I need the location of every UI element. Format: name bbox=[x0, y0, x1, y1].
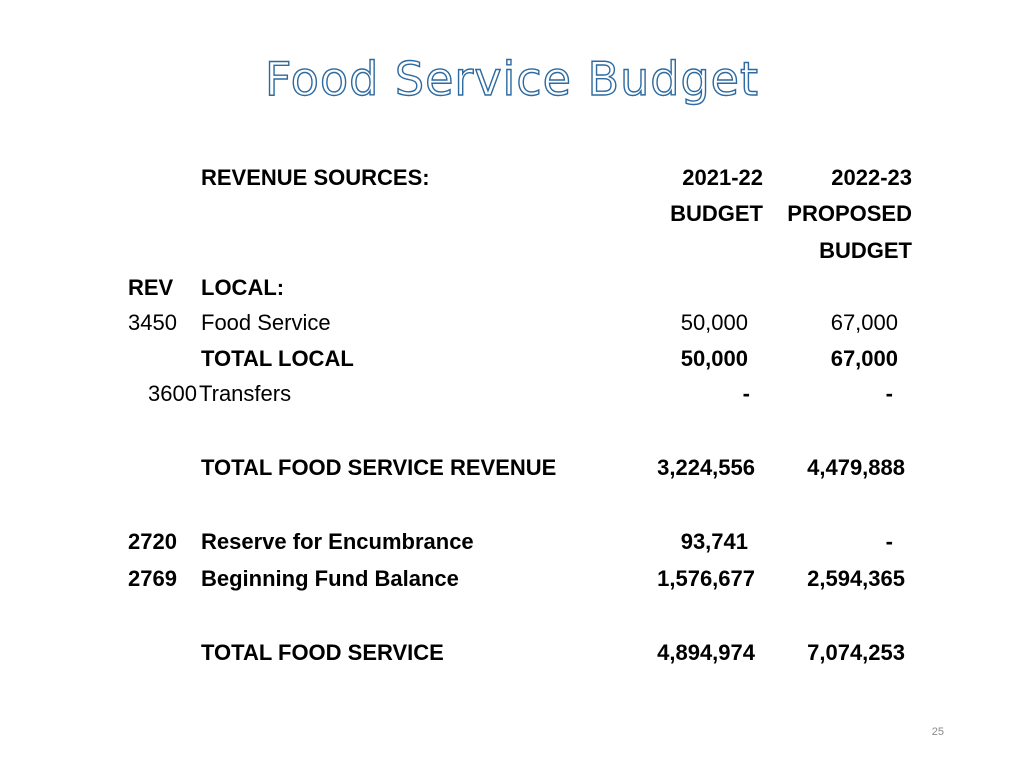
row-label: Transfers bbox=[199, 381, 292, 406]
row-value-2022-23: 67,000 bbox=[830, 310, 898, 335]
row-label: TOTAL LOCAL bbox=[201, 346, 354, 371]
row-label: TOTAL FOOD SERVICE REVENUE bbox=[201, 455, 557, 480]
column-header-budget: BUDGET bbox=[670, 201, 763, 226]
row-value-2022-23: 67,000 bbox=[830, 346, 898, 371]
column-header-2021-22: 2021-22 bbox=[682, 165, 763, 190]
row-label: TOTAL FOOD SERVICE bbox=[201, 640, 444, 665]
row-value-2021-22: 3,224,556 bbox=[657, 455, 755, 480]
row-value-2021-22: 93,741 bbox=[680, 529, 748, 554]
row-value-2022-23: 2,594,365 bbox=[807, 566, 905, 591]
row-code: 2720 bbox=[128, 529, 177, 554]
row-value-2021-22: 1,576,677 bbox=[657, 566, 755, 591]
row-value-2021-22: 4,894,974 bbox=[657, 640, 755, 665]
column-header-proposed: PROPOSED bbox=[787, 201, 912, 226]
row-value-2021-22: 50,000 bbox=[680, 346, 748, 371]
row-code: 3450 bbox=[128, 310, 177, 335]
row-value-2022-23: - bbox=[885, 381, 893, 406]
row-value-2022-23: 4,479,888 bbox=[807, 455, 905, 480]
revenue-sources-heading: REVENUE SOURCES: bbox=[201, 165, 430, 190]
column-header-budget-2: BUDGET bbox=[819, 238, 912, 263]
column-header-2022-23: 2022-23 bbox=[831, 165, 912, 190]
row-label: Beginning Fund Balance bbox=[201, 566, 459, 591]
row-value-2021-22: 50,000 bbox=[680, 310, 748, 335]
row-label: LOCAL: bbox=[201, 275, 285, 300]
page-title: Food Service Budget bbox=[264, 52, 759, 106]
row-value-2021-22: - bbox=[742, 381, 750, 406]
row-code: 3600 bbox=[148, 381, 197, 406]
row-value-2022-23: - bbox=[885, 529, 893, 554]
row-code: REV bbox=[128, 275, 174, 300]
row-value-2022-23: 7,074,253 bbox=[807, 640, 905, 665]
row-code: 2769 bbox=[128, 566, 177, 591]
slide-number: 25 bbox=[931, 726, 944, 738]
row-label: Reserve for Encumbrance bbox=[201, 529, 474, 554]
row-label: Food Service bbox=[201, 310, 331, 335]
